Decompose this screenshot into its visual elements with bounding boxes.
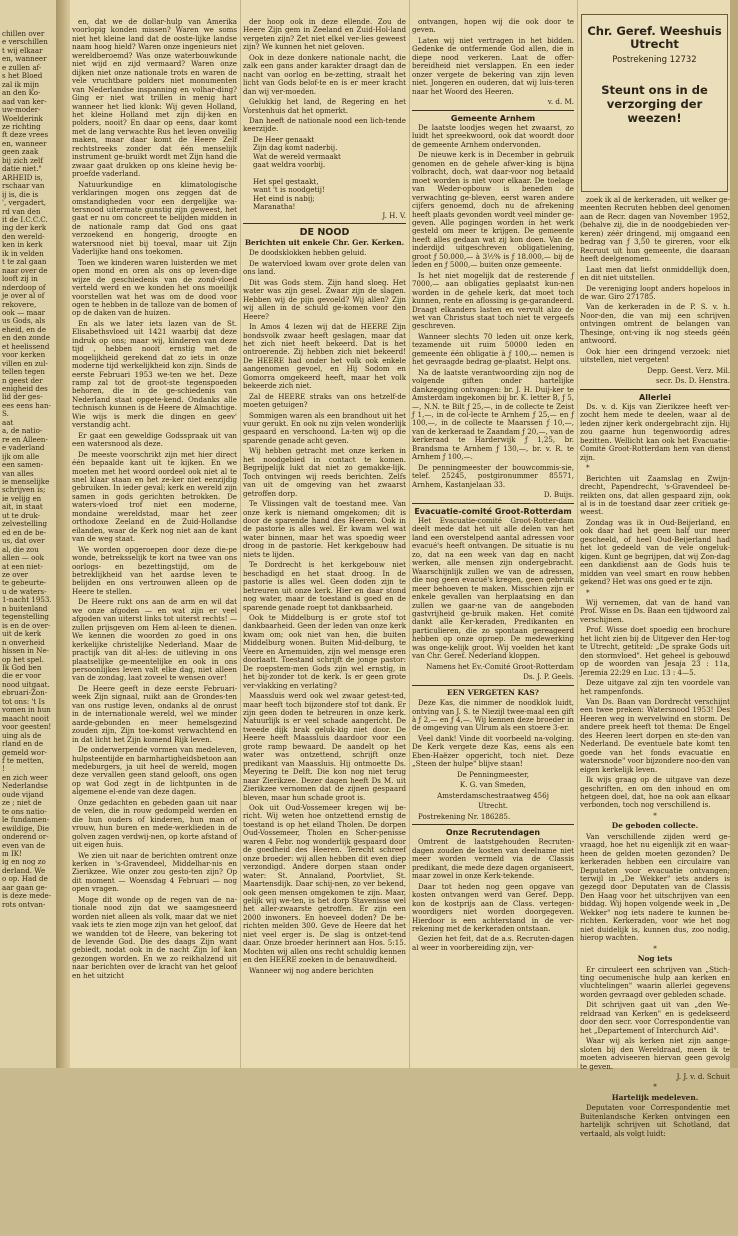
paragraph: Zondag was ik in Oud-Beijerland, en ook daar had het geen half uur meer gescheeld, of heel Oud-Beijerland had het lot gedeeld van de vele ongeluk-kigen. Kunt ge begrijpen, dat wij Zon-dag een dankdienst aan de Gods huis te midden van veel smart en rouw hebben gekend? Het was ons goed er te zijn. [580, 517, 730, 587]
text-line: zelvestelling [2, 519, 48, 529]
paragraph: en, dat we de dollar-hulp van Amerika voorlopig konden missen? Waren we soms niet het kleine land dat de ooste-lijke landse naam hoog hield? Waren onze ingenieurs niet wereldberoemd? Was onze waterbouwkunde niet wijd en zijd vermaard? Waren onze dijken niet onze nationale trots en waren de vele vruchtbare polders niet monumenten van Nederlandse inspanning en volhar-ding? Ging er niet wat trillen in menig hart wanneer het lied klonk: Wij geven Holland, het kleine Holland met zijn dij-ken en polders, nooit? En daar op eens, daar komt met de lang verwachte Rus het leven onveilig maken, maar daar komt de Heere Zelf rechtstreeks zonder dat één menselijk instrument ge-bruikt wordt met Zijn hand die zwaar gaat drukken op ons kleine hevig be-proefde vaderland. [72, 17, 237, 179]
text-line: n buitenland [2, 603, 48, 613]
text-line: en den zonde [2, 333, 50, 343]
text-line: van alles [2, 468, 34, 478]
text-line: gemeld wor- [2, 747, 47, 757]
paragraph: Na de laatste verantwoording zijn nog de volgende giften onder hartelijke dankzegging ontvangen: br. J. H. Duij-ker te Amsterdam ingekomen bij br. K. letter B, ƒ 5,—, N.N. te Bilt ƒ 25,—, in de collecte te Zeist ƒ 1,—, in de col-lecte te Arnhem ƒ 25,— en ƒ 100,—, in de collecte te Maarssen ƒ 10,—, van de kerkeraad te Zaandam ƒ 20,—, van de kerkeraad te Harderwijk ƒ 1,25, br. Brandsma te Arnhem ƒ 130,—, br. v. R. te Arnhem ƒ 100,—. [412, 367, 574, 462]
paragraph: Gelukkig het land, de Regering en het Vorstenhuis dat het opmerkt. [243, 97, 406, 115]
text-line: zal ik mijn [2, 79, 40, 89]
paragraph: De vereniging loopt anders hopeloos in de war. Giro 271785. [580, 283, 730, 301]
signature-comite: Namens het Ev.-Comité Groot-Rotterdam [426, 661, 574, 671]
heading-recrutendagen: Onze Recrutendagen [445, 827, 541, 837]
heading-nog-iets: Nog iets [637, 954, 673, 964]
paragraph: De Heere rukt ons aan de arm en wil dat we onze afgoden — en wat zijn er veel afgoden van uiterst links tot uiterst rechts! — zullen prijsgeven om Hem al-leen te dienen. We kennen die woorden zo goed in ons kerkelijke christelijke Nederland. Maar de practijk van dit al-les: de uitleving in ons plaatselijke ge-meentelijke en ook in ons persoonlijkes leven valt elke dag, niet alleen van de zondag, laat zoveel te wensen over! [72, 597, 237, 683]
heading-gemeente-arnhem: Gemeente Arnhem [450, 113, 536, 123]
divider [412, 685, 574, 686]
text-line: ut te druk- [2, 510, 41, 520]
poem-line: Het eind is nabij; [253, 193, 315, 203]
text-line: even van de [2, 840, 46, 850]
text-line: us Gods, als [2, 316, 46, 326]
text-line: ewildige, Die [2, 823, 50, 833]
paragraph: We zien uit naar de berichten omtrent onze kerken in 's-Gravendeel, Middelhar-nis en Zierikzee. Wie onzer zou gesto-ten zijn? Op dit moment — Woensdag 4 Februari — nog open vragen. [72, 850, 237, 894]
text-line: ed en de be- [2, 527, 47, 537]
poem-line: Zijn dag komt naderbij. [253, 143, 338, 153]
text-line: Nederlandse [2, 781, 48, 791]
divider [412, 824, 574, 825]
advert-appeal-1: Steunt ons in de [601, 83, 708, 97]
paragraph: Te Dordrecht is het kerkgebouw niet beschadigd en het staat droog. In de pastorie is alles wel. Geen doden zijn te betreuren uit onze kerk. Hier en daar stond nog water, maar de toestand is goed en de sparende genade roept tot dankbaarheid. [243, 560, 406, 612]
divider [580, 389, 730, 390]
column-rule [577, 0, 578, 1068]
text-line: schrijven is; [2, 485, 46, 495]
text-line: aad van ker- [2, 96, 47, 106]
text-line: ', vergadert, [2, 198, 47, 208]
text-line: t wij elkaar [2, 45, 43, 55]
paragraph: De laatste loodjes wegen het zwaarst, zo luidt het spreekwoord, ook dat woordt door de gemeente Arnhem ondervonden. [412, 123, 574, 149]
text-line: ing der kerk [2, 223, 47, 233]
text-line: uing als de [2, 730, 42, 740]
paragraph: Het Evacuatie-comité Groot-Rotter-dam deelt mede dat het uit alle delen van het land een overstelpend aantal adressen voor evacué's heeft ontvangen. De situatie is nu zo, dat na een week van dag en nacht werken, alle mensen zijn ondergebracht. Waarschijnlijk zullen we van de adressen, die nog geen evacué's kregen, geen gebruik meer behoeven te maken. Misschien zijn er enkele gevallen van herplaatsing en dan zullen we gaar-ne van de aangeboden gastvrijheid ge-bruik maken. Het comité dankt alle Ker-keraden, Predikanten en particulieren, die zo spontaan gereageerd hebben op onze oproep. De medewerking was onge-kelijk groot. Wij voelden het kant van Chr. Geref. Nederland kloppen. [412, 516, 574, 661]
text-line: is deze mede- [2, 891, 52, 901]
column-2-intro [243, 18, 406, 134]
text-line: an den Ko- [2, 88, 41, 98]
text-line: op het spel. [2, 654, 44, 664]
advert-city: Utrecht [630, 37, 679, 51]
text-line: voor geesten! [2, 722, 52, 732]
paragraph: Wanneer wij nog andere berichten [249, 965, 374, 975]
previous-page-edge [0, 0, 57, 1068]
text-line: bij zich zelf [2, 155, 43, 165]
text-line: ig en nog zo [2, 857, 46, 867]
heading-vergeten-kas: EEN VERGETEN KAS? [446, 687, 540, 697]
paragraph: We worden opgeroepen door deze die-pe wonde, betreksselijk te kort na twee van ons oorlogs- en bezettingstijd, om de betreklijkheid van het aardse leven te belijden en ons vertrouwen alleen op de Heere te stellen. [72, 544, 237, 596]
text-line: ebruari-Zon- [2, 688, 48, 698]
text-line: villen en zul- [2, 358, 48, 368]
text-line: lid der ges- [2, 392, 43, 402]
paragraph: Wanneer slechts 70 leden uit onze kerk, tezamende uit ruim 50000 leden en gemeente één obligatie à ƒ 100,— nemen is het gevraagde bedrag ge-plaatst. Helpt ons. [412, 331, 574, 367]
paragraph: Ook in deze donkere nationale nacht, die zalk een gans ander karakter draagt dan de nacht van oorlog en be-zetting, straalt het licht van Gods belof-te en is er meer kracht dan wij ver-moeden. [243, 52, 406, 96]
paragraph: Deze uitgave zal zijn ten voordele van het rampenfonds. [580, 678, 730, 696]
divider [412, 503, 574, 504]
paragraph: Te Vlissingen valt de toestand mee. Van onze kerk is niemand omgekomen; dit is door de sparende hand des Heeren. Ook in de pastorie is alles wel. Er kwam wel wat water binnen, maar het was spoedig weer droog in de pastorie. Het kerkgebouw had niets te lijden. [243, 499, 406, 559]
text-line: tellen tegen [2, 367, 45, 377]
text-line: rekovere, [2, 299, 37, 309]
paragraph: Er circuleert een schrijven van „Stich-ting oecumenische hulp aan kerken en vluchtelingen" waarin allerlei gegevens worden gevraagd over gebleden schade. [580, 964, 730, 999]
paragraph: Ik wijs graag op de uitgave van deze geschriften, en om den inhoud en om hetgeen doel, dat, hoe na ook aan elkaar verbonden, toch nog verschillend is. [580, 775, 730, 810]
text-line: ik in velden [2, 248, 44, 258]
text-line: it de I.C.C.C. [2, 214, 48, 224]
text-line: ie velijg en [2, 493, 42, 503]
article-de-nood [243, 249, 406, 975]
poem-line: Maranatha! [253, 202, 296, 212]
paragraph: Daar tot heden nog geen opgave van kosten ontvangen werd van Geref. Depp. kon de kostprijs aan de Class. vertegen-woordigers niet worden doorgegeven. Hierdoor is een achterstand in de ver-rekening met de kerkeraden ontstaan. [412, 881, 574, 933]
signature-schuit: J. J. v. d. Schuit [676, 1072, 730, 1081]
paragraph: De penningmeester der bouwcommis-sie, telef. 25245, postgironummer 85571, Arnhem, Kastanjelaan 33. [412, 462, 574, 489]
paragraph: Moge dit wonde op de regen van de na-tionale nood zijn dat we saamgesneerd worden niet alleen als volk, maar dat we niet vaak iets te zien moge zijn van het geloof, dat we wandden tot de Heere, van bekering tot de levende God. Die des daags Zijn want gebiedt, nodat ook in de nacht Zijn lof kan gezongen worden. En we zo reikhalzend uit naar berichten over de kracht van het geloof en het uitzicht [72, 894, 237, 980]
paragraph: Ook te Middelburg is er grote stof tot dankbaarheid. Geen der leden van onze kerk kwam om; ook niet van hen, die buiten Middelburg wonen. Buiten Mid-delburg, te Veere en Arnemuiden, zijn wel mensge eren doorlaatt. Toestand schrijft de jonge pastor: De roepstem-men Gods zijn wel ernstig, in het bij-zonder tot de kerk. Is er geen grote ver-vlakking en verlating? [243, 613, 406, 690]
signature-address: Amsterdamschestraatweg 456j [437, 790, 549, 800]
separator-star: * [653, 943, 657, 953]
paragraph: ontvangen, hopen wij die ook door te geven. [412, 17, 574, 35]
text-line: oude vijand [2, 789, 44, 799]
text-line: al, die zou [2, 544, 39, 554]
text-line: s het Bloed [2, 71, 43, 81]
text-line: je over al of [2, 291, 45, 301]
text-line: te ons natio- [2, 806, 47, 816]
paragraph: Ook uit Oud-Vossemeer kregen wij be-richt. Wij weten hoe ontzettend ernstig de toestand is op het eiland Tholen. De dorpen Oud-Vossemeer, Tholen en Scher-penisse waren 4 Febr. nog wonderlijk gespaard door de goedheid des Heeren. Terecht schreef onze broeder: wij allen hebben dit even diep verzondigd. Andere dorpen staan onder water: St. Annaland, Poortvliet, St. Maartensdijk. Daar schij-nen, zo ver bekend, ook geen mensen omgekomen te zijn. Maar, gelijk wij we-ten, is het dorp Stavenisse wel het aller-zwaarste getroffen. Er zijn een 2000 inwoners. En hoeveel doden? De be-richten melden 300. Geve de Heere dat het niet veel erger is. De slag is ontzet-tend daar. Onze broeder herinnert aan Hos. 5:15. Mochten wij allen ons recht schuldig kennen en den HEERE zoeken in de benauwdheid. [243, 802, 406, 965]
text-line: et heelissend [2, 341, 50, 351]
signature-buijs: D. Buijs. [543, 490, 574, 500]
paragraph: Sommigen waren als een brandhout uit het vuur gerukt. En ook nu zijn velen wonderlijk gespaard en verschoond. La-ten wij op die sparende genade acht geven. [243, 410, 406, 445]
text-line: Ik God ben [2, 662, 42, 672]
text-line: f te metten, [2, 755, 44, 765]
text-line: 1-nacht 1953. [2, 595, 52, 605]
paragraph: * [586, 463, 590, 473]
text-line: die er voor [2, 671, 42, 681]
article-evacuatie [412, 517, 574, 661]
text-line: tot ons: 't Is [2, 696, 45, 706]
paragraph: Maassluis werd ook wel zwaar getest-ted, maar heeft toch bijzondere stof tot dank. Er zijn geen doden te betreuren in onze kerk. Natuurlijk is er veel schade aangericht. De tweede dijk brak geluk-kig niet door. De Heere heeft Maassluis daardoor voor een grote ramp bewaard. De aandelt op het water was ontzettend, schrijft onze predikant van Maassluis. Hij ontmoette Ds. Meyering te Delft. Die kon nog niet terug naar Zierikzee. Dezer dagen heeft Ds M. uit Zierikzee vernomen dat de zijnen gespaard bleven, maar hun schade groot is. [243, 691, 406, 802]
text-line: ze ; niet de [2, 798, 42, 808]
poem-line: Wat de wereld vermaakt [253, 151, 341, 161]
paragraph: Dit was Gods stem. Zijn hand sloeg. Het water was zijn gesel. Zwaar zijn de slagen. Hebben wij de pijn gevoeld? Wij allen? Zijn wij allen in de schuld ge-komen voor den Heere? [243, 277, 406, 321]
paragraph: De doodsklokken hebben geluid. [249, 248, 367, 258]
heading-allerlei: Allerlei [639, 392, 671, 402]
column-3 [412, 18, 574, 1058]
text-line: ze richting [2, 121, 41, 131]
page-right-edge [730, 0, 738, 1068]
text-line: is en de over- [2, 620, 51, 630]
text-line: rd van den [2, 206, 41, 216]
paragraph: Ds. v. d. Kijs van Zierikzee heeft ver-zocht hem mede te deelen, waar al de leden zijner kerk ondergebracht zijn. Hij zou gaarne hun tegenwoordig adres bezitten. Wellicht kan ook het Evacuatie-Comité Groot-Rotterdam hem van dienst zijn. [580, 402, 730, 462]
signature-henstra: secr. Ds. D. Henstra. [655, 376, 730, 386]
heading-evacuatie-comite: Evacuatie-comité Groot-Rotterdam [414, 506, 572, 516]
paragraph: der hoop ook in deze ellende. Zou de Heere Zijn gem in Zeeland en Zuid-Hol-land vergeten zijn? Zet niet elkel ver-lies geweest zijn? We kunnen het niet geloven. [243, 17, 406, 52]
column-2 [243, 18, 406, 1058]
text-line: den wereld- [2, 231, 45, 241]
signature-smeden: K. G. van Smeden, [459, 780, 527, 790]
text-line: onderend or- [2, 832, 49, 842]
separator-star: * [653, 1082, 657, 1092]
paragraph: Gezien het feit, dat de a.s. Recruten-dagen al weer in voorbereiding zijn, ver- [412, 934, 574, 952]
text-line: re en Alleen- [2, 434, 48, 444]
text-line: naar over de [2, 265, 48, 275]
text-line: maacht nooit [2, 713, 50, 723]
text-line: ARHEID is, [2, 172, 43, 182]
advert-appeal-2: verzorging der weezen! [606, 97, 703, 125]
article-recrutendagen-cont [580, 196, 730, 365]
advert-title: Chr. Geref. Weeshuis [587, 24, 722, 38]
subheading-berichten: Berichten uit enkele Chr. Ger. Kerken. [244, 237, 405, 247]
poem-signature: J. H. V. [382, 210, 406, 220]
text-line: e vaderland [2, 443, 45, 453]
article-recrutendagen [412, 838, 574, 952]
signature-vdm: v. d. M. [547, 97, 574, 107]
paragraph: Omtrent de laatstgehouden Recruten-dagen zouden de kosten van deelname niet meer worden vermeld via de Classis predikant, die mede deze dagen organiseert, maar zowel in onze Kerk-tekende. [412, 837, 574, 881]
column-3-intro [412, 18, 574, 96]
text-line: nderdoop of [2, 282, 46, 292]
paragraph: Waar wij als kerken niet zijn aange-sloten bij den Wereldraad, meen ik te moeten adviseeren hiervan geen gevolg te geven. [580, 1036, 730, 1071]
text-line: vomen in hun [2, 705, 51, 715]
paragraph: Van de kerkeraden in de P. S. v. h. Noor-den, die van mij een schrijven ontvingen omtrent de belangen van Thesinge, ont-ving ik nog steeds géén antwoord. [580, 302, 730, 346]
paragraph: In Amos 4 lezen wij dat de HEERE Zijn bondsvolk zwaar heeft geslagen, maar dat het zich niet heeft bekeerd. Dat is het ontroerende. Zij hebben zich niet bekeerd! De HEERE had onder het volk ook enkele aangenomen gevoel, en Hij Sodom en Gomorra omgekeerd heeft, maar het volk bekeerde zich niet. [243, 322, 406, 391]
heading-geboden-collecte: De geboden collecte. [611, 821, 699, 831]
text-line: ! [2, 764, 5, 774]
column-rule [409, 0, 410, 1068]
poem-line: De Heer genaakt [253, 134, 315, 144]
paragraph: Er gaat een geweldige Godsspraak uit van een watersnood als deze. [72, 430, 237, 449]
column-1 [72, 18, 237, 1058]
text-line: ken in kerk [2, 240, 43, 250]
heading-medeleven: Hartelijk medeleven. [611, 1092, 699, 1102]
signature-city: Utrecht. [477, 801, 509, 811]
text-line: t te zal gaan [2, 257, 47, 267]
text-line: derland. We [2, 865, 46, 875]
text-line: en, wanneer [2, 54, 47, 64]
text-line: u de waters- [2, 586, 47, 596]
paragraph: De Heere geeft in deze eerste Februari-week Zijn signaal, ruikt aan de Grondes-ten van ons rustige leven, ondanks al de onrust in de internationale wereld, wel we minder aarde-gebonden en meer hemelsgezind zouden zijn, Zijn toe-komst verwachtend en in dat licht het Zijn komend Rijk leven. [72, 683, 237, 744]
paragraph: Is het niet mogelijk dat de resterende ƒ 7000,— aan obligaties geplaatst kun-nen worden in de gehele kerk, dat moet toch kunnen, rente en aflossing is ge-garandeerd. Draagt elkanders lasten en vervult alzo de wet van Christus staat toch niet te vergeefs geschreven. [412, 270, 574, 331]
text-line: ij is, die is [2, 189, 39, 199]
text-line: n onverheid [2, 637, 45, 647]
text-line: ijk om alle [2, 451, 40, 461]
text-line: voor kerken [2, 350, 46, 360]
poem [243, 136, 406, 212]
page-gutter [56, 0, 70, 1068]
text-line: eheid, en de [2, 324, 47, 334]
article-arnhem [412, 124, 574, 489]
advert-postrekening: Postrekening 12732 [612, 55, 697, 65]
text-line: en, wanneer [2, 138, 47, 148]
poem-line: want 't is noodgetij! [253, 185, 325, 195]
text-line: S. [2, 409, 9, 419]
article-collecte [580, 833, 730, 943]
text-line: us, dat over [2, 536, 45, 546]
paragraph: Zal de HEERE straks van ons hetzelf-de moeten getuigen? [243, 391, 406, 410]
divider [243, 223, 406, 224]
paragraph: Dit schrijven gaat uit van „den We-reldraad van Kerken" en is gedekseerd door den secr. voor Correspondentie van het „Departement of Interchurch Aid". [580, 1000, 730, 1035]
text-line: rots ontvan- [2, 899, 46, 909]
text-line: m IK! [2, 848, 22, 858]
paragraph: Dan heeft de nationale nood een lich-tende keerzijde. [243, 115, 406, 134]
paragraph: De onderwerpende vormen van medeleven, hulpsteentijde en barmhartigheidsbetoon aan medeburgers, ja uit heel de wereld, mogen deze vervallen geen stand gelooft, ons ogen op wat God zegt in de lichtpunten in de algemene el-ende van deze dagen. [72, 745, 237, 797]
postrekening: Postrekening Nr. 186285. [418, 811, 511, 821]
text-line: rschaar van [2, 181, 45, 191]
paragraph: Wij hebben getracht met onze kerken in het noodgebied in contact te komen. Begrijpelijk lukt dat niet zo gemakke-lijk. Toch ontvingen wij reeds berichten. Zelfs van uit de omgeving van het zwaarst getroffen dorp. [243, 446, 406, 498]
column-4 [580, 196, 730, 1236]
text-line: ft deze vrees [2, 130, 49, 140]
poem-line: Het spel gestaakt, [253, 176, 319, 186]
text-line: o op. Had de [2, 874, 48, 884]
article-medeleven: Deputaten voor Correspondentie met Buitenlandsche Kerken ontvingen een hartelijk schrijven uit Schotland, dat vertaald, als volgt luidt: [580, 1103, 730, 1138]
separator-star: * [653, 810, 657, 820]
text-line: at een niet- [2, 561, 43, 571]
text-line: le fundamen- [2, 815, 50, 825]
text-line: Woelderink [2, 113, 43, 123]
text-line: ze over [2, 570, 29, 579]
heading-de-nood: DE NOOD [299, 226, 350, 238]
text-line: uw-moder- [2, 105, 41, 115]
article-allerlei [580, 403, 730, 810]
weeshuis-advert [581, 14, 728, 192]
text-line: ees eens han- [2, 400, 51, 410]
previous-page-column [2, 30, 54, 1070]
text-line: geen zaak [2, 147, 39, 157]
paragraph: De watervloed kwam over grote delen van ons land. [243, 258, 406, 277]
paragraph: Toen we kinderen waren luisterden we met open mond en oren als ons op leven-dige wijze de geschiedenis van de zond-vloed verteld werd en we konden het ons moeilijk voorstellen wat het was om de dood voor ogen te hebben in de talloze van de bomen of op de daken van de huizen. [72, 257, 237, 318]
text-line: looft zij in [2, 274, 38, 284]
text-line: a, de natio- [2, 426, 43, 436]
text-line: nood uitgaat. [2, 679, 50, 689]
paragraph: Natuurkundige en klimatologische verklaringen mogen ons zeggen dat de omstandigheden voor een dergelijke wa-tersnood uitermate gunstig zijn geweest, het gaat er nu om concreet te belijden midden in de nationale ramp dat God ons gaat verzoekend en hongerig, droogte en watersnood niet bij toeval, maar uit Zijn Vaderlijke hand ons toekomen. [72, 179, 237, 257]
signature-penningmeester: De Penningmeester, [457, 769, 529, 779]
paragraph: De meeste voorschrikt zijn met hier direct één bepaalde kant uit te kijken. En we moeten met het woord oordeel ook niet al te snel klaar staan en het ze-ker niet eenzijdig gebruiken. In ieder geval; kerk en wereld zijn samen in gods gerichten betrokken. De waters-vloed trof niet een moderne, mondaine wereldstad, maar het zeer orthodoxe Zeeland en de Zuid-Hollandse eilanden, waar de Kerk nog niet aan de kant van de weg staat. [72, 449, 237, 544]
text-line: aat [2, 417, 14, 427]
text-line: ait, in staat [2, 502, 43, 512]
text-line: een samen- [2, 460, 43, 470]
text-line: uit de kerk [2, 629, 42, 639]
paragraph: Veel dank! Vinde dit voorbeeld na-volging. De Kerk vergete deze Kas, eens als een Eben-Haëzer opgericht, toch niet. Deze „Steen der hulpe" blijve staan! [412, 733, 574, 769]
text-line: enigheid des [2, 384, 48, 394]
text-line: ook — maar [2, 307, 46, 317]
text-line: allen — ook [2, 553, 44, 563]
paragraph: zoek ik al de kerkeraden, uit welker ge-meenten Recruten hebben deel genomen aan de Recr. dagen van November 1952, (behalve zij, die in de noodgebieden ver-keren) zéér dringend, mij omgaand een bedrag van ƒ 3,50 te gireren, voor elk Recruut uit hun gemeente, die daaraan heeft deelgenomen. [580, 195, 730, 264]
signature-depp: Depp. Geest. Verz. Mil. [647, 365, 730, 375]
paragraph: De nieuwe kerk is in December in gebruik genomen en de gehele afwer-king is bijna volbracht, doch, wat daar-voor nog betaald moet worden is niet voor elkaar. De toelage van Weder-opbouw is beneden de verwachting ge-bleven, eerst waren andere cijfers genoemd, doch nu de afrekening heeft plaats gevonden wordt veel minder ge-geven. Alle pogingen worden in het werk gesteld om meer te krijgen. De gemeente heeft alles gedaan wat zij kon doen. Van de inderdijd uitgeschreven obligatielening, groot ƒ 50.000,— à 3½% is ƒ 18.000,— bij de leden en ƒ 5000,— buiten onze gemeente. [412, 150, 574, 270]
paragraph: * [586, 587, 590, 597]
text-line: aar gaan ge- [2, 882, 48, 892]
text-line: en zich weer [2, 772, 48, 782]
paragraph: Van verschillende zijden werd ge-vraagd, hoe het nu eigenlijk zit en waar-heen de gelden moeten gezonden? De kerkeraden hebben een circulaire van Deputaten voor evacuatie ontvangen; terwijl in „De Wekker" iets anders is gezegd door Deputaten van de Classis Den Haag voor het uitschrijven van een biddag. Wij hopen volgende week in „De Wekker" nog iets nadere te kunnen be-richten. Kerkeraden, voor wie het nog niet duidelijk is, kunnen dus, zoo nodig, hierop wachten. [580, 831, 730, 943]
paragraph: En als we later iets lazen van de St. Elisabethsvloed uit 1421 waarbij dat deze indruk op ons; maar wij, kinderen van deze tijd , hebben nooit ernstig met de mogelijkheid gerekend dat zo iets in onze moderne tijd werkelijkheid kon zijn. Sinds de eerste Februari 1953 we-ten we het. Deze ramp zal tot de groot-ste tegenspoeden behoren, die in de ge-schiedenis van Nederland staat opgete-kend. Ondanks alle technisch kunnen is de Heere de Almachtige. Wie wijs is merk die dingen en geev' verstandig acht. [72, 318, 237, 430]
text-line: tegenstelling [2, 612, 49, 622]
text-line: n geest der [2, 375, 43, 385]
text-line: te gebeurte- [2, 578, 47, 588]
text-line: chillen over [2, 29, 45, 38]
text-line: e verschillen [2, 37, 48, 47]
paragraph: Laten wij niet vertragen in het bidden. Gedenke de ontfermende God allen, die in diepe nood verkeren. Laat de offer-bereidheid niet verslappen. En een ieder onzer vergete de bekering van zijn leven niet. Jongeren en ouderen, dat wij luis-teren naar het Woord des Heeren. [412, 35, 574, 96]
paragraph: Van Ds. Baan van Dordrecht verschijnt een twee preken: Watersnood 1953! Des Heeren weg in wervelwind en storm. De andere preek heeft tot thema: De Engel des Heeren leert dorpen en ste-den van Nederland. De eventuele bate komt ten goede van het fonds evacuatie en watersnode" voor bijzondere noo-den van eigen kerkelijk leven. [580, 696, 730, 774]
text-line: rland en de [2, 739, 44, 749]
paragraph: Prof. Wisse doet spoedig een brochure het licht zien bij de Uitgever den Her-tog te Utrecht, getiteld: „De sprake Gods uit den stormvloed". Het geheel is gebouwd op de woorden van Jesaja 23 : 11a, Jeremia 22:29 en Luc. 13 : 4—5. [580, 625, 730, 677]
article-nog-iets [580, 966, 730, 1071]
signature-geels: Ds. J. P. Geels. [523, 672, 574, 682]
paragraph: Deze Kas, die nimmer de noodklok luidt, ontving van J. S. te Niezijl twee-maal een gift à ƒ 2,— en ƒ 4,—. Wij kennen deze broeder in de omgeving van Ulrum als een stoere 3-er. [412, 698, 574, 733]
text-line: hissen in Ne- [2, 646, 50, 656]
paragraph: Wij vernemen, dat van de hand van Prof. Wisse en Ds. Baan een tijdwoord zal verschijnen. [580, 597, 730, 624]
text-line: datie niet." [2, 164, 42, 174]
text-line: e zullen af- [2, 62, 42, 72]
divider [412, 110, 574, 111]
article-kas [412, 699, 574, 769]
paragraph: Onze gedachten en gebeden gaan uit naar de velen, die in rouw gedompeld werden en die hun ouders of kinderen, hun man of vrouw, hun buren en mede-werklieden in de golven zagen verdwij-nen, op korte afstand of uit eigen huis. [72, 797, 237, 850]
poem-line: gaat weldra voorbij. [253, 160, 326, 170]
paragraph: Laat men dat liefst onmiddellijk doen, en dit niet uitstellen. [580, 264, 730, 283]
paragraph: Ook hier een dringend verzoek: niet uitstellen, niet vergeten! [580, 346, 730, 365]
text-line: ie menselijke [2, 477, 50, 487]
paragraph: Berichten uit Zaamslag en Zwijn-drecht, Papendrecht, 's-Gravendeel be-reikten ons, dat allen gespaard zijn, ook al is in de toestand daar zeer critiek ge-weest. [580, 473, 730, 517]
column-rule [240, 0, 241, 1068]
